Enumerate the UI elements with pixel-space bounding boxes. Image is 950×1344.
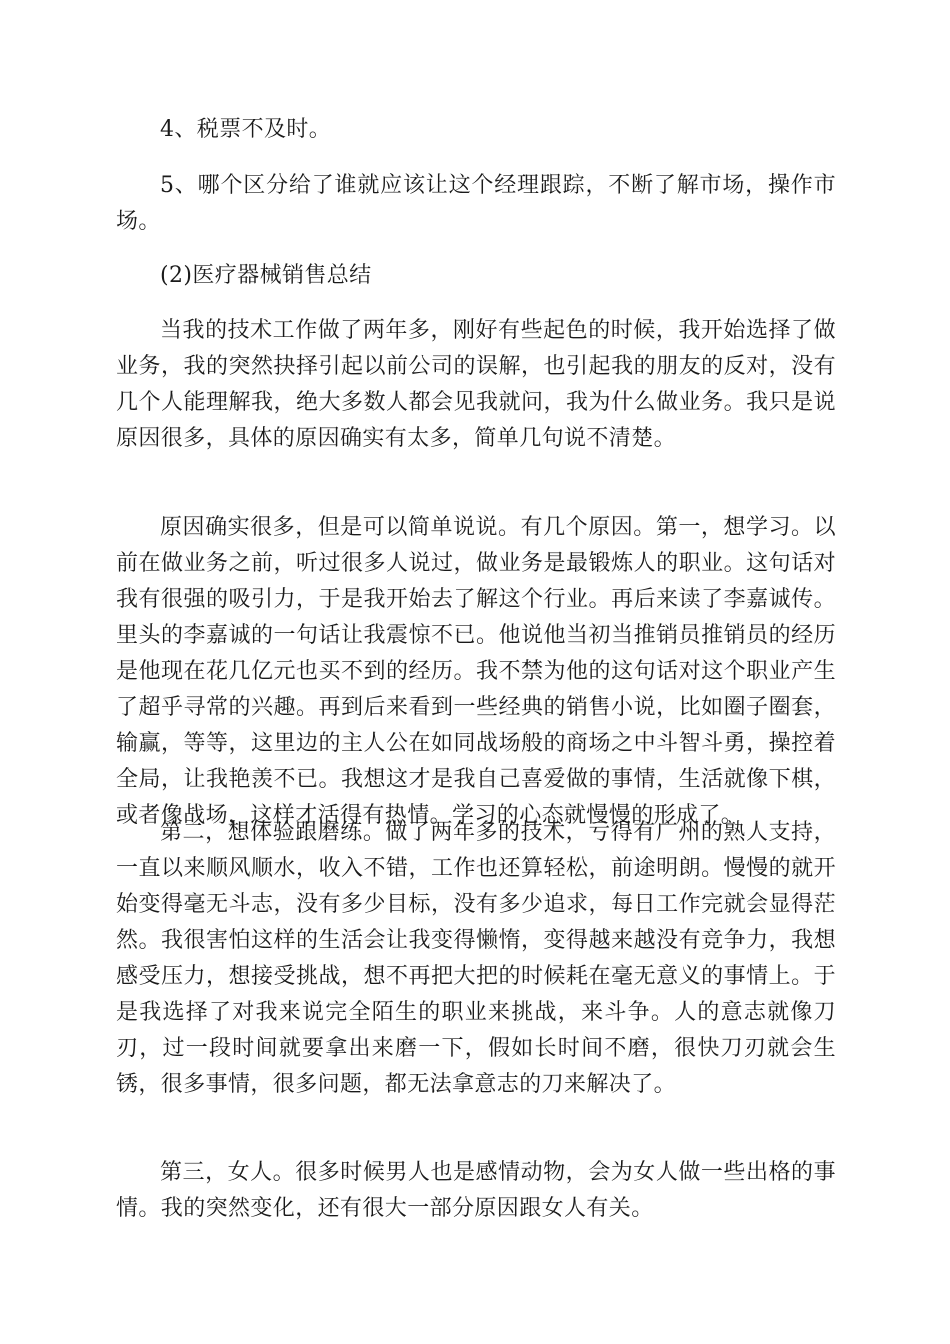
list-item-4: 4、税票不及时。: [160, 117, 332, 142]
body-paragraph-1: 当我的技术工作做了两年多，刚好有些起色的时候，我开始选择了做业务，我的突然抉择引起以前公司的误解，也引起我的朋友的反对，没有几个人能理解我，绝大多数人都会见我就问，我为什么做业务。我只是说原因很多，具体的原因确实有太多，简单几句说不清楚。: [116, 318, 836, 451]
section-heading: (2)医疗器械销售总结: [160, 263, 372, 288]
body-paragraph-3: 第二，想体验跟磨练。做了两年多的技术，亏得有广州的熟人支持，一直以来顺风顺水，收入不错，工作也还算轻松，前途明朗。慢慢的就开始变得毫无斗志，没有多少目标，没有多少追求，每日工作完就会显得茫然。我很害怕这样的生活会让我变得懒惰，变得越来越没有竞争力，我想感受压力，想接受挑战，想不再把大把的时候耗在毫无意义的事情上。于是我选择了对我来说完全陌生的职业来挑战，来斗争。人的意志就像刀刃，过一段时间就要拿出来磨一下，假如长时间不磨，很快刀刃就会生锈，很多事情，很多问题，都无法拿意志的刀来解决了。: [116, 820, 836, 1097]
list-item-5: 5、哪个区分给了谁就应该让这个经理跟踪，不断了解市场，操作市场。: [116, 173, 836, 234]
body-paragraph-4: 第三，女人。很多时候男人也是感情动物，会为女人做一些出格的事情。我的突然变化，还有很大一部分原因跟女人有关。: [116, 1160, 836, 1221]
body-paragraph-2: 原因确实很多，但是可以简单说说。有几个原因。第一，想学习。以前在做业务之前，听过很多人说过，做业务是最锻炼人的职业。这句话对我有很强的吸引力，于是我开始去了解这个行业。再后来读了李嘉诚传。里头的李嘉诚的一句话让我震惊不已。他说他当初当推销员推销员的经历是他现在花几亿元也买不到的经历。我不禁为他的这句话对这个职业产生了超乎寻常的兴趣。再到后来看到一些经典的销售小说，比如圈子圈套，输赢，等等，这里边的主人公在如同战场般的商场之中斗智斗勇，操控着全局，让我艳羡不已。我想这才是我自己喜爱做的事情，生活就像下棋，或者像战场，这样才活得有热情。学习的心态就慢慢的形成了。: [116, 515, 836, 828]
